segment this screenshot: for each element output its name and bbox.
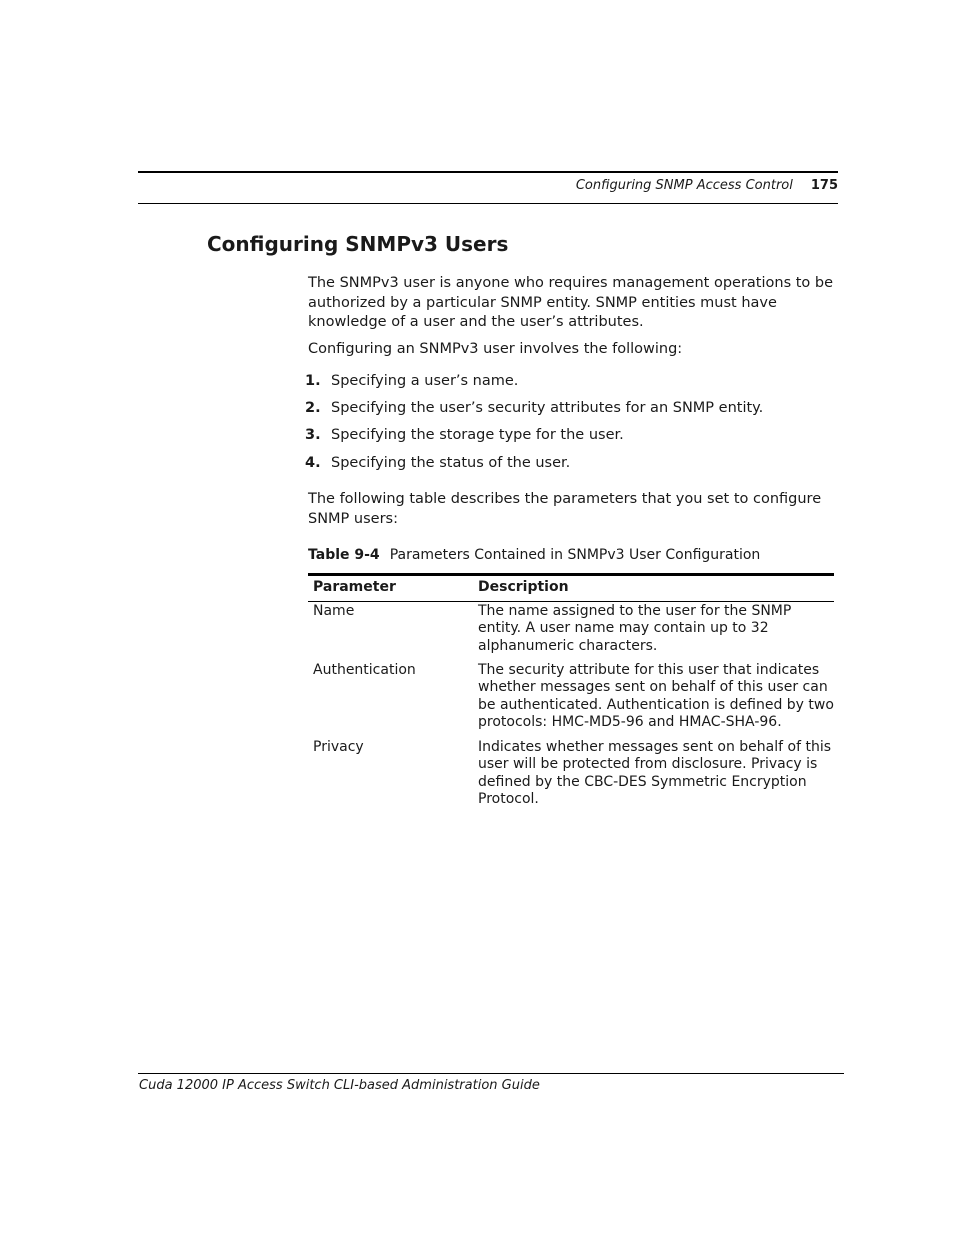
steps-lead-paragraph: Configuring an SNMPv3 user involves the following: xyxy=(308,341,683,357)
list-item xyxy=(305,372,518,391)
step-number: 1. xyxy=(305,373,321,389)
page-number: 175 xyxy=(810,178,838,193)
table-header-parameter: Parameter xyxy=(313,579,396,595)
header-top-rule xyxy=(138,171,838,173)
table-lead-paragraph: The following table describes the parameters that you set to configure SNMP users: xyxy=(308,491,822,527)
table-header-rule xyxy=(308,601,834,602)
table-cell-description-authentication: The security attribute for this user that indicates whether messages sent on behalf of this user can be authenticated. Authentication is defined by two protocols: HMC-MD5-96 and HMAC-SHA-96. xyxy=(478,662,834,730)
table-header-description: Description xyxy=(478,579,569,595)
step-number: 4. xyxy=(305,455,321,471)
header-section-title: Configuring SNMP Access Control xyxy=(575,178,793,193)
table-cell-parameter-name: Name xyxy=(313,603,355,619)
header-bottom-rule xyxy=(138,203,838,204)
list-item xyxy=(305,426,624,445)
section-title: Configuring SNMPv3 Users xyxy=(207,232,509,256)
table-cell-parameter-authentication: Authentication xyxy=(313,662,416,678)
table-cell-description-privacy: Indicates whether messages sent on behalf of this user will be protected from disclosure. Privacy is defined by the CBC-DES Symmetric Encryption Protocol. xyxy=(478,739,832,807)
list-item xyxy=(305,454,570,473)
intro-paragraph: The SNMPv3 user is anyone who requires management operations to be authorized by a particular SNMP entity. SNMP entities must have knowledge of a user and the user’s attributes. xyxy=(308,275,834,330)
table-cell-description-name: The name assigned to the user for the SNMP entity. A user name may contain up to 32 alphanumeric characters. xyxy=(478,603,792,654)
table-cell-parameter-privacy: Privacy xyxy=(313,739,364,755)
footer-text: Cuda 12000 IP Access Switch CLI-based Administration Guide xyxy=(139,1078,540,1093)
step-text: Specifying the status of the user. xyxy=(331,455,571,471)
step-number: 2. xyxy=(305,400,321,416)
table-top-rule xyxy=(308,573,834,576)
step-text: Specifying the storage type for the user. xyxy=(331,427,624,443)
table-caption-number: Table 9-4 xyxy=(308,547,380,563)
list-item xyxy=(305,399,763,418)
footer-rule xyxy=(138,1073,844,1074)
table-caption xyxy=(308,547,760,563)
table-caption-text: Parameters Contained in SNMPv3 User Configuration xyxy=(389,547,761,563)
step-text: Specifying a user’s name. xyxy=(331,373,519,389)
step-number: 3. xyxy=(305,427,321,443)
running-header xyxy=(576,178,838,193)
step-text: Specifying the user’s security attributes for an SNMP entity. xyxy=(331,400,764,416)
